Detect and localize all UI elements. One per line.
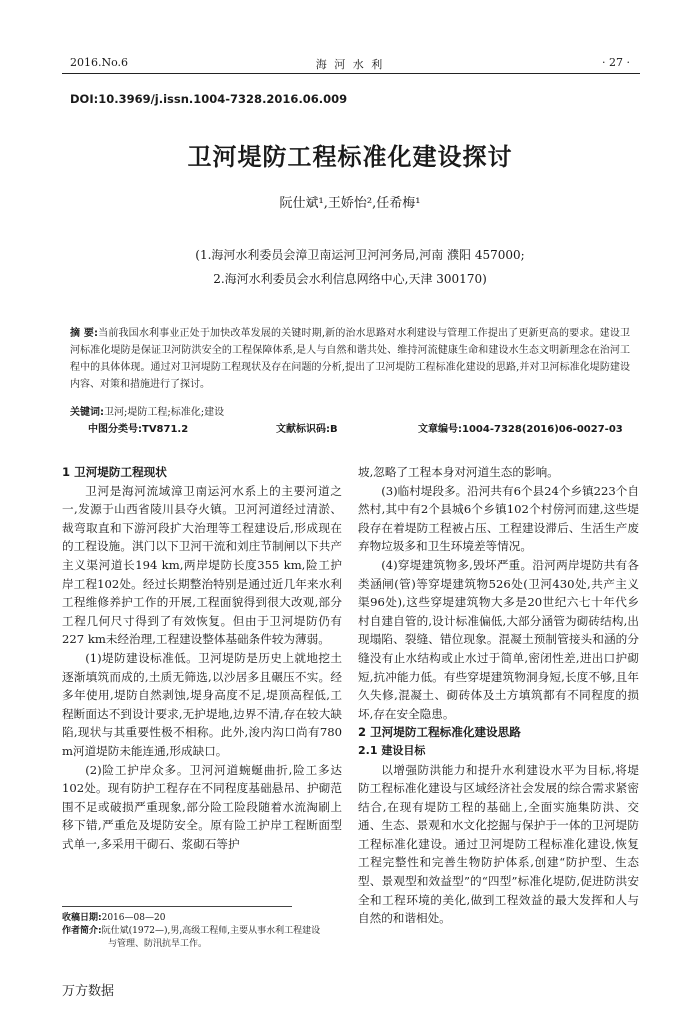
footnote [62,912,352,951]
paragraph: (1)堤防建设标准低。卫河堤防是历史上就地挖土逐渐填筑而成的,土质无筛选,以沙居多且碾压不实。经多年使用,堤防自然剥蚀,堤身高度不足,堤顶高程低,工程断面达不到设计要求,无护堤地,边界不清,存在较大缺陷,现状与其重要性极不相称。此外,浚内沟口尚有780 m河道堤防未能连通,形成缺口。 [62,650,342,758]
footnote-rule [62,906,292,907]
received-label: 收稿日期: [62,913,102,923]
right-column [358,463,639,928]
document-code: 文献标识码:B [276,424,338,435]
left-column [62,463,342,853]
paragraph: 坡,忽略了工程本身对河道生态的影响。 [358,465,559,479]
journal-name: 海 河 水 利 [315,58,385,71]
paragraph: (4)穿堤建筑物多,毁坏严重。沿河两岸堤防共有各类涵闸(管)等穿堤建筑物526处(卫河430处,共产主义渠96处),这些穿堤建筑物大多是20世纪六七十年代乡村自建自管的,设计标准偏低,大部分涵管为砌砖结构,出现塌陷、裂缝、错位现象。混凝土预制管接头和涵的分缝没有止水结构或止水过于简单,密闭性差,进出口护砌短,抗冲能力低。有些穿堤建筑物洞身短,长度不够,且年久失修,混凝土、砌砖体及土方填筑都有不同程度的损坏,存在安全隐患。 [358,557,639,721]
received-date: 2016—08—20 [101,913,166,923]
clc-number: 中图分类号:TV871.2 [88,424,189,435]
authors: 阮仕斌¹,王娇怡²,任希梅¹ [279,196,421,211]
issue-number: 2016.No.6 [70,56,129,69]
paragraph: 以增强防洪能力和提升水利建设水平为目标,将堤防工程标准化建设与区域经济社会发展的综合需求紧密结合,在现有堤防工程的基础上,全面实施集防洪、交通、生态、景观和水文化挖掘与保护于一体的卫河堤防工程标准化建设。通过卫河堤防工程标准化建设,恢复工程完整性和完善生物防护体系,创建“防护型、生态型、景观型和效益型”的“四型”标准化堤防,促进防洪安全和工程环境的美化,做到工程效益的最大发挥和人与自然的和谐相处。 [358,762,639,926]
article-title: 卫河堤防工程标准化建设探讨 [187,143,513,171]
keywords-label: 关键词: [70,407,104,418]
paragraph: 卫河是海河流域漳卫南运河水系上的主要河道之一,发源于山西省陵川县夺火镇。卫河河道经过清淤、裁弯取直和下游河段扩大治理等工程建设后,形成现在的工程设施。淇门以下卫河干流和刘庄节制闸以下共产主义渠河道长194 km,两岸堤防长度355 km,险工护岸工程102处。经过长期整治特别是通过近几年来水利工程维修养护工作的开展,工程面貌得到很大改观,部分工程几何尺寸得到了有效恢复。但由于卫河堤防仍有227 km未经治理,工程建设整体基础条件较为薄弱。 [62,483,342,647]
affiliation-2: 2.海河水利委员会水利信息网络中心,天津 300170) [213,272,487,286]
keywords-text: 卫河;堤防工程;标准化;建设 [104,407,225,418]
page-number: · 27 · [602,56,630,69]
subsection-2-1-heading: 2.1 建设目标 [358,743,426,757]
watermark: 万方数据 [62,984,115,999]
doi: DOI:10.3969/j.issn.1004-7328.2016.06.009 [70,92,348,106]
author-bio-line-2: 与管理、防汛抗旱工作。 [108,939,208,949]
abstract [70,325,630,393]
author-bio-line-1: 阮仕斌(1972—),男,高级工程师,主要从事水利工程建设 [101,926,321,936]
affiliation-1: (1.海河水利委员会漳卫南运河卫河河务局,河南 濮阳 457000; [195,248,525,262]
section-1-heading: 1 卫河堤防工程现状 [62,465,167,479]
article-number: 文章编号:1004-7328(2016)06-0027-03 [418,424,623,435]
paragraph: (2)险工护岸众多。卫河河道蜿蜒曲折,险工多达102处。现有防护工程存在不同程度基础悬吊、护砌范围不足或破损严重现象,部分险工险段随着水流淘刷上移下错,严重危及堤防安全。原有险工护岸工程断面型式单一,多采用干砌石、浆砌石等护 [62,762,342,851]
keywords [70,403,224,418]
paragraph: (3)临村堤段多。沿河共有6个县24个乡镇223个自然村,其中有2个县城6个乡镇102个村傍河而建,这些堤段存在着堤防工程被占压、工程建设滞后、生活生产废弃物垃圾多和卫生环境差等情况。 [358,483,639,554]
section-2-heading: 2 卫河堤防工程标准化建设思路 [358,725,521,740]
header-rule [62,73,640,74]
abstract-text: 当前我国水利事业正处于加快改革发展的关键时期,新的治水思路对水利建设与管理工作提出了更新更高的要求。建设卫河标准化堤防是保证卫河防洪安全的工程保障体系,是人与自然和谐共处、维持河流健康生命和建设水生态文明新理念在治河工程中的具体体现。通过对卫河堤防工程现状及存在问题的分析,提出了卫河堤防工程标准化建设的思路,并对卫河标准化堤防建设内容、对策和措施进行了探讨。 [70,328,630,390]
abstract-label: 摘 要: [70,328,98,339]
author-bio-label: 作者简介: [62,926,102,936]
